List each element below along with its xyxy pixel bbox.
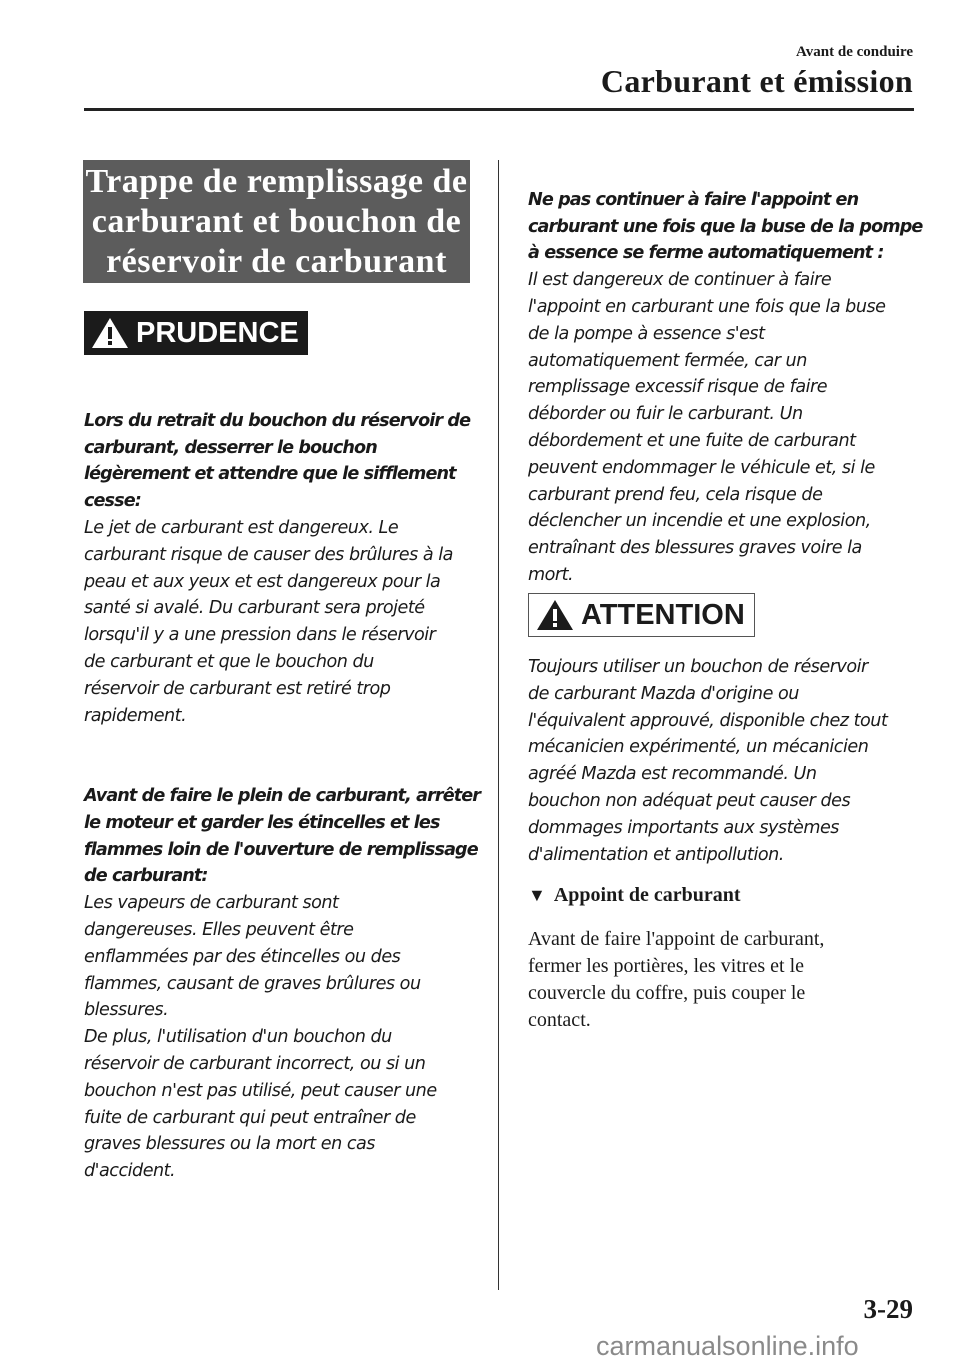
attention-badge xyxy=(528,593,755,637)
attention-label: ATTENTION xyxy=(581,598,745,631)
header-rule xyxy=(84,108,914,111)
subsection-text: Avant de faire l'appoint de carburant, fermer les portières, les vitres et le couvercle du coffre, puis couper le contact. xyxy=(528,928,825,1031)
column-divider xyxy=(498,160,499,1290)
caution-heading: Ne pas continuer à faire l'appoint en carburant une fois que la buse de la pompe à essence se ferme automatiquement : xyxy=(528,189,923,264)
caution-badge xyxy=(84,311,308,355)
caution-content xyxy=(84,381,484,1239)
page-title: Trappe de remplissage de carburant et bouchon de réservoir de carburant xyxy=(83,160,470,283)
caution-heading: Avant de faire le plein de carburant, arrêter le moteur et garder les étincelles et les flammes loin de l'ouverture de remplissage de carburant: xyxy=(84,785,481,887)
caution-text: Le jet de carburant est dangereux. Le carburant risque de causer des brûlures à la peau et aux yeux et est dangereux pour la santé si avalé. Du carburant sera projeté lorsqu'il y a une pression dans le réservoir de carburant et que le bouchon du réservoir de carburant est retiré trop rapidement. xyxy=(84,517,453,726)
caution-heading: Lors du retrait du bouchon du réservoir de carburant, desserrer le bouchon légèrement et attendre que le sifflement cesse: xyxy=(84,410,471,512)
chapter-header: Carburant et émission xyxy=(600,63,913,99)
warning-triangle-icon xyxy=(535,598,575,632)
attention-text: Toujours utiliser un bouchon de réservoir de carburant Mazda d'origine ou l'équivalent approuvé, disponible chez tout mécanicien expérimenté, un mécanicien agréé Mazda est recommandé. Un bouchon non adéquat peut causer des dommages importants aux systèmes d'alimentation et antipollution. xyxy=(528,657,888,865)
triangle-down-icon: ▼ xyxy=(528,885,546,905)
subsection-heading xyxy=(528,884,741,907)
caution-content-continued xyxy=(528,160,928,589)
watermark: carmanualsonline.info xyxy=(596,1331,859,1361)
page-number: 3-29 xyxy=(863,1294,913,1324)
caution-text: Il est dangereux de continuer à faire l'appoint en carburant une fois que la buse de la pompe à essence s'est automatiquement fermée, car un remplissage excessif risque de faire déborder ou fuir le carburant. Un débordement et une fuite de carburant peuvent endommager le véhicule et, si le carburant prend feu, cela risque de déclencher un incendie et une explosion, entraînant des blessures graves voire la mort. xyxy=(528,270,886,585)
caution-text: Les vapeurs de carburant sont dangereuses. Elles peuvent être enflammées par des étincelles ou des flammes, causant de graves brûlures ou blessures. De plus, l'utilisation d'un bouchon du réservoir de carburant incorrect, ou si un bouchon n'est pas utilisé, peut causer une fuite de carburant qui peut entraîner de graves blessures ou la mort en cas d'accident. xyxy=(84,893,437,1182)
subsection-title: Appoint de carburant xyxy=(553,884,741,906)
section-header: Avant de conduire xyxy=(796,44,913,60)
warning-triangle-icon xyxy=(90,316,130,350)
caution-label: PRUDENCE xyxy=(136,316,299,349)
